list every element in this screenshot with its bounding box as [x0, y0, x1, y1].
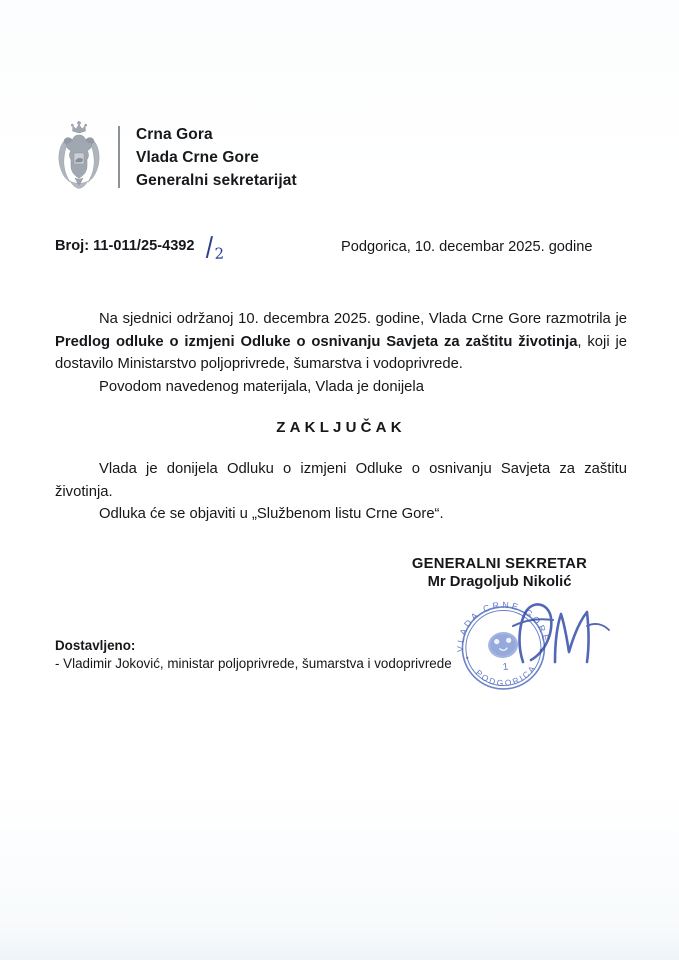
body-paragraph-4: Odluka će se objaviti u „Službenom listu Crne Gore“. — [99, 506, 444, 522]
distribution-item: - Vladimir Joković, ministar poljoprivrede, šumarstva i vodoprivrede — [55, 656, 452, 671]
signatory-role: GENERALNI SEKRETAR — [411, 556, 588, 572]
paragraph-1-text-after-bold: , koji je dostavilo Ministarstvo poljoprivrede, šumarstva i vodoprivrede. — [55, 333, 627, 372]
place-and-date: Podgorica, 10. decembar 2025. godine — [341, 239, 593, 255]
distribution-section — [55, 638, 485, 673]
reference-number: Broj: 11-011/25-4392 — [55, 238, 195, 254]
letterhead-divider — [118, 126, 120, 188]
body-paragraph-3: Vlada je donijela Odluku o izmjeni Odluke o osnivanju Savjeta za zaštitu životinja. — [55, 461, 627, 500]
reference-row — [55, 232, 627, 264]
svg-text:VLADA CRNE GORE: VLADA CRNE GORE — [455, 599, 552, 653]
letterhead-line-government: Vlada Crne Gore — [136, 148, 259, 166]
paragraph-1-bold-title: Predlog odluke o izmjeni Odluke o osnivanju Savjeta za zaštitu životinja — [55, 333, 578, 350]
conclusion-heading: ZAKLJUČAK — [276, 419, 406, 436]
stamp-center-number: 1 — [502, 661, 509, 674]
signatory-name: Mr Dragoljub Nikolić — [427, 574, 572, 590]
handwritten-signature-icon — [505, 592, 615, 678]
letterhead-titles — [136, 123, 297, 192]
montenegro-coat-of-arms-icon — [52, 120, 106, 194]
letterhead-line-department: Generalni sekretarijat — [136, 171, 297, 189]
handwritten-reference-suffix: /2 — [203, 232, 224, 263]
body-paragraph-2: Povodom navedenog materijala, Vlada je donijela — [99, 378, 424, 395]
svg-text:PODGORICA: PODGORICA — [473, 662, 539, 689]
signature-block — [372, 556, 627, 590]
distribution-title: Dostavljeno: — [55, 638, 136, 653]
paragraph-1-text-before-bold: Na sjednici održanoj 10. decembra 2025. godine, Vlada Crne Gore razmotrila je — [99, 311, 627, 327]
letterhead-line-country: Crna Gora — [136, 125, 213, 143]
body-paragraph-1 — [55, 308, 627, 376]
letterhead — [52, 120, 297, 194]
document-body — [55, 308, 627, 526]
